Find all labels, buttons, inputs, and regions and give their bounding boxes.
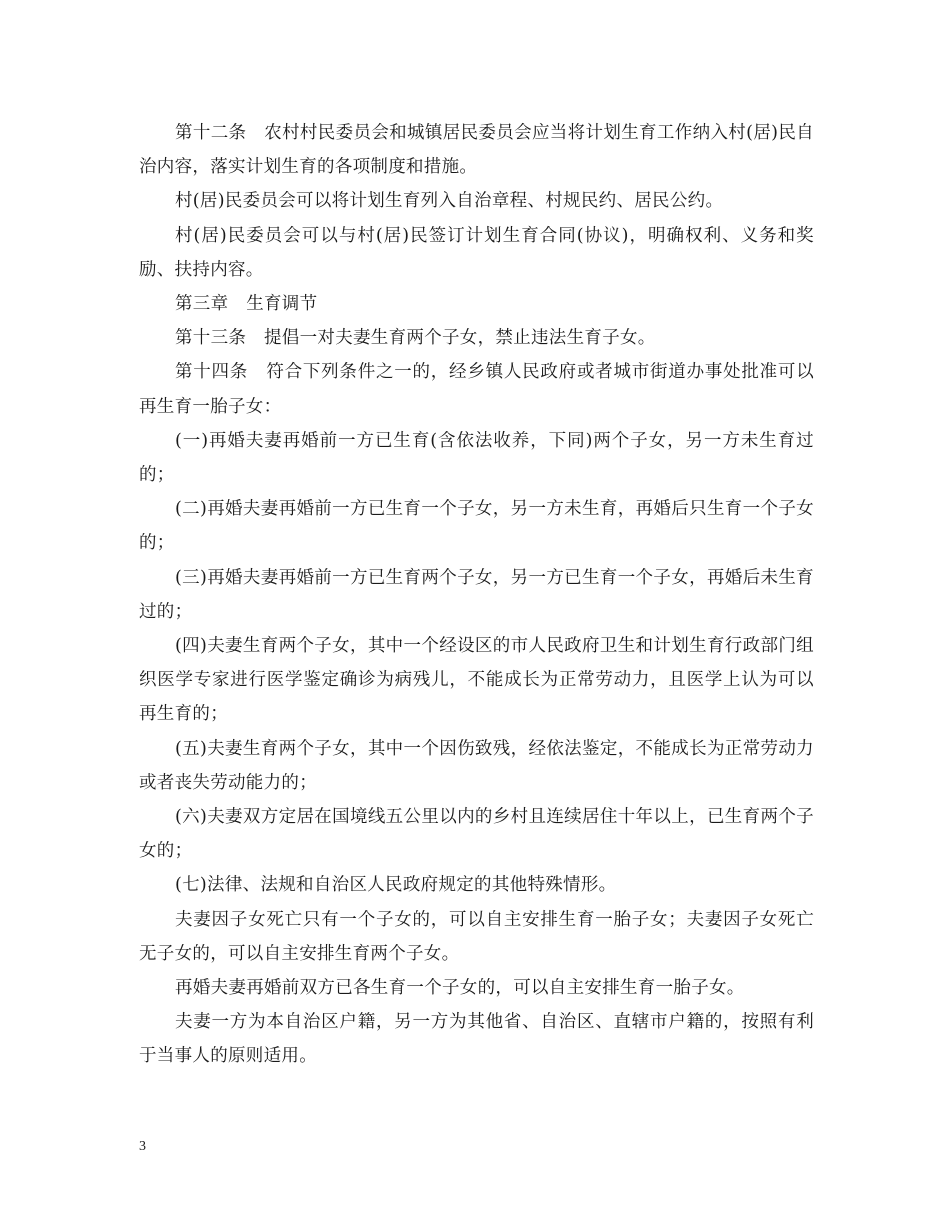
paragraph-child-death: 夫妻因子女死亡只有一个子女的，可以自主安排生育一胎子女；夫妻因子女死亡无子女的，可以自主安排生育两个子女。 [139,909,814,964]
chapter-heading: 第三章 生育调节 [175,294,318,315]
paragraph-article-12: 第十二条 农村村民委员会和城镇居民委员会应当将计划生育工作纳入村(居)民自治内容，落实计划生育的各项制度和措施。 [139,123,814,178]
list-item-4: (四)夫妻生育两个子女，其中一个经设区的市人民政府卫生和计划生育行政部门组织医学专家进行医学鉴定确诊为病残儿，不能成长为正常劳动力，且医学上认为可以再生育的； [139,636,814,725]
page-number: 3 [139,1139,146,1154]
list-item-2: (二)再婚夫妻再婚前一方已生育一个子女，另一方未生育，再婚后只生育一个子女的； [139,499,814,554]
document-body [139,116,814,1074]
list-item-5: (五)夫妻生育两个子女，其中一个因伤致残，经依法鉴定，不能成长为正常劳动力或者丧失劳动能力的； [139,738,814,793]
paragraph-remarried-couple: 再婚夫妻再婚前双方已各生育一个子女的，可以自主安排生育一胎子女。 [175,978,745,999]
paragraph-household-registration: 夫妻一方为本自治区户籍，另一方为其他省、自治区、直辖市户籍的，按照有利于当事人的原则适用。 [139,1012,814,1067]
list-item-1: (一)再婚夫妻再婚前一方已生育(含依法收养，下同)两个子女，另一方未生育过的； [139,430,814,486]
paragraph-committee-charter: 村(居)民委员会可以将计划生育列入自治章程、村规民约、居民公约。 [175,191,724,212]
list-item-3: (三)再婚夫妻再婚前一方已生育两个子女，另一方已生育一个子女，再婚后未生育过的； [139,567,814,622]
list-item-6: (六)夫妻双方定居在国境线五公里以内的乡村且连续居住十年以上，已生育两个子女的； [139,807,814,862]
paragraph-article-14: 第十四条 符合下列条件之一的，经乡镇人民政府或者城市街道办事处批准可以再生育一胎子女： [139,362,814,417]
paragraph-article-13: 第十三条 提倡一对夫妻生育两个子女，禁止违法生育子女。 [175,328,656,349]
paragraph-committee-contract: 村(居)民委员会可以与村(居)民签订计划生育合同(协议)，明确权利、义务和奖励、扶持内容。 [139,225,814,280]
list-item-7: (七)法律、法规和自治区人民政府规定的其他特殊情形。 [175,875,617,896]
